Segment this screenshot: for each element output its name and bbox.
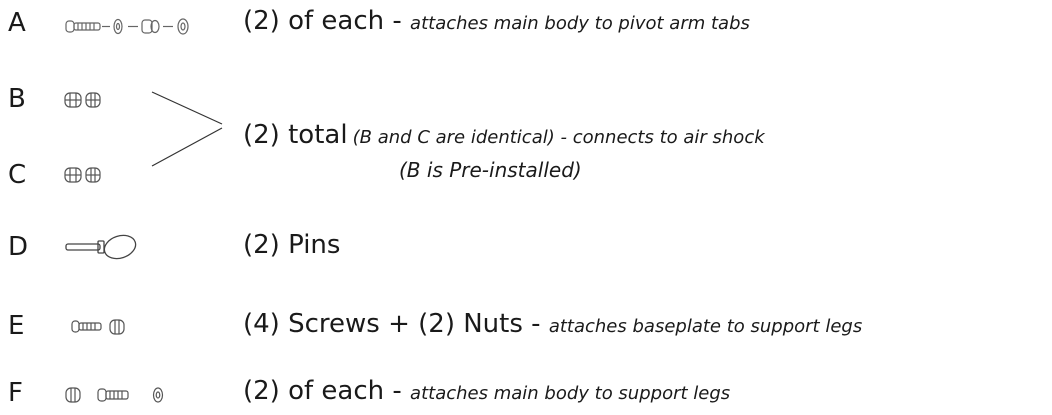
item-bc-quantity: (2) total — [243, 120, 348, 150]
item-letter-e: E — [8, 311, 25, 341]
nut-pair-icon — [62, 89, 112, 111]
item-d-quantity: (2) Pins — [243, 230, 341, 260]
item-a-description — [243, 6, 750, 36]
item-bc-identical-note: (B and C are identical) — [352, 127, 555, 148]
item-letter-f: F — [8, 378, 23, 408]
item-bc-subnote: (B is Pre-installed) — [399, 158, 582, 182]
nut-bolt-washer-icon — [62, 384, 182, 406]
item-e-note: attaches baseplate to support legs — [548, 316, 863, 337]
item-bc-description — [243, 120, 765, 150]
item-letter-c: C — [8, 160, 27, 190]
item-d-description — [243, 230, 340, 260]
item-e-separator: - — [522, 309, 549, 339]
item-a-quantity: (2) of each — [243, 6, 385, 36]
pin-with-ring-icon — [62, 232, 152, 264]
item-e-description — [243, 309, 862, 339]
item-f-note: attaches main body to support legs — [410, 383, 731, 404]
nut-pair-icon — [62, 164, 112, 186]
screw-and-nut-icon — [62, 316, 142, 338]
item-a-separator: - — [384, 6, 411, 36]
item-e-quantity: (4) Screws + (2) Nuts — [243, 309, 523, 339]
item-bc-note: connects to air shock — [572, 127, 765, 148]
bolt-spacer-nut-washer-icon — [62, 14, 222, 38]
item-letter-a: A — [8, 8, 26, 38]
item-f-description — [243, 376, 730, 406]
item-f-separator: - — [384, 376, 411, 406]
item-a-note: attaches main body to pivot arm tabs — [410, 13, 750, 34]
item-letter-d: D — [8, 232, 29, 262]
item-bc-preinstalled-note — [399, 158, 582, 182]
item-f-quantity: (2) of each — [243, 376, 385, 406]
item-bc-separator: - — [554, 127, 573, 148]
item-letter-b: B — [8, 84, 26, 114]
bracket-lines-icon — [150, 88, 230, 172]
